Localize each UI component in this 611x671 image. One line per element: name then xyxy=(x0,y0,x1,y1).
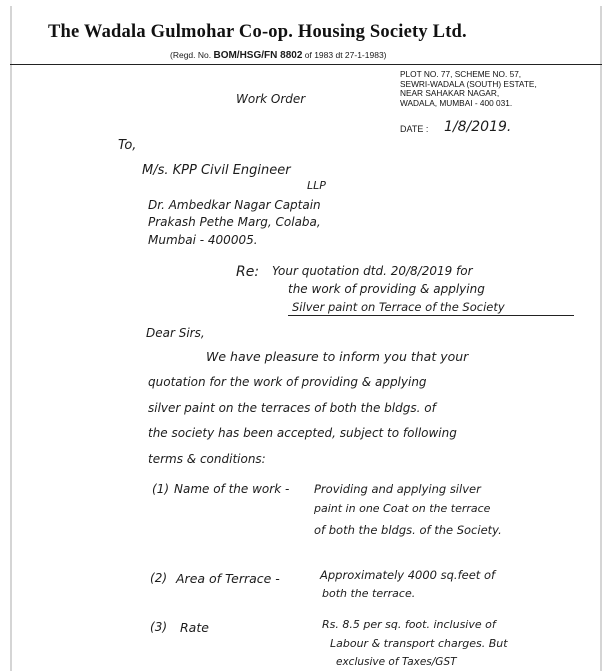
term-label: Area of Terrace - xyxy=(176,571,280,586)
society-address xyxy=(400,70,537,108)
term-number: (2) xyxy=(150,571,168,585)
subject-underline xyxy=(288,315,574,316)
body-line: terms & conditions: xyxy=(148,452,266,466)
address-line: NEAR SAHAKAR NAGAR, xyxy=(400,88,500,99)
society-name: The Wadala Gulmohar Co-op. Housing Society Ltd. xyxy=(48,22,467,42)
re-label: Re: xyxy=(236,264,260,280)
recipient-line: LLP xyxy=(307,179,326,192)
address-line: PLOT NO. 77, SCHEME NO. 57, xyxy=(400,69,522,79)
letter-page xyxy=(10,6,602,671)
term-label: Rate xyxy=(180,620,209,635)
body-line: silver paint on the terraces of both the bldgs. of xyxy=(148,401,436,415)
letterhead-rule xyxy=(10,64,602,65)
letter-heading: Work Order xyxy=(236,92,306,106)
page-edge-left xyxy=(10,6,12,671)
term-number: (3) xyxy=(150,620,168,634)
recipient-line: M/s. KPP Civil Engineer xyxy=(142,163,291,178)
date-value: 1/8/2019. xyxy=(444,119,512,135)
recipient-line: Prakash Pethe Marg, Colaba, xyxy=(148,215,321,229)
re-line: the work of providing & applying xyxy=(288,282,485,296)
term-line: Approximately 4000 sq.feet of xyxy=(320,568,496,582)
page-edge-right xyxy=(600,6,602,671)
date-label: DATE : xyxy=(400,124,429,134)
recipient-line: Mumbai - 400005. xyxy=(148,233,258,247)
term-line: both the terrace. xyxy=(322,587,416,600)
term-line: exclusive of Taxes/GST xyxy=(336,656,457,668)
to-line: To, xyxy=(118,138,137,153)
term-line: of both the bldgs. of the Society. xyxy=(314,523,502,537)
address-line: SEWRI-WADALA (SOUTH) ESTATE, xyxy=(400,78,537,89)
body-line: the society has been accepted, subject to following xyxy=(148,426,457,440)
address-line: WADALA, MUMBAI - 400 031. xyxy=(400,97,513,108)
body-line: quotation for the work of providing & applying xyxy=(148,375,427,389)
term-label: Name of the work - xyxy=(174,482,290,496)
re-line: Silver paint on Terrace of the Society xyxy=(292,300,505,314)
salutation: Dear Sirs, xyxy=(146,326,205,340)
re-line: Your quotation dtd. 20/8/2019 for xyxy=(272,264,473,278)
registration-number: BOM/HSG/FN 8802 xyxy=(213,50,303,61)
recipient-line: Dr. Ambedkar Nagar Captain xyxy=(148,198,321,212)
registration-line: (Regd. No. BOM/HSG/FN 8802 of 1983 dt 27-1-1983) xyxy=(170,50,387,61)
term-line: Rs. 8.5 per sq. foot. inclusive of xyxy=(322,618,496,631)
term-line: paint in one Coat on the terrace xyxy=(314,502,491,515)
term-line: Providing and applying silver xyxy=(314,482,481,496)
body-line: We have pleasure to inform you that your xyxy=(206,349,469,364)
term-number: (1) xyxy=(152,482,170,496)
term-line: Labour & transport charges. But xyxy=(330,637,508,650)
